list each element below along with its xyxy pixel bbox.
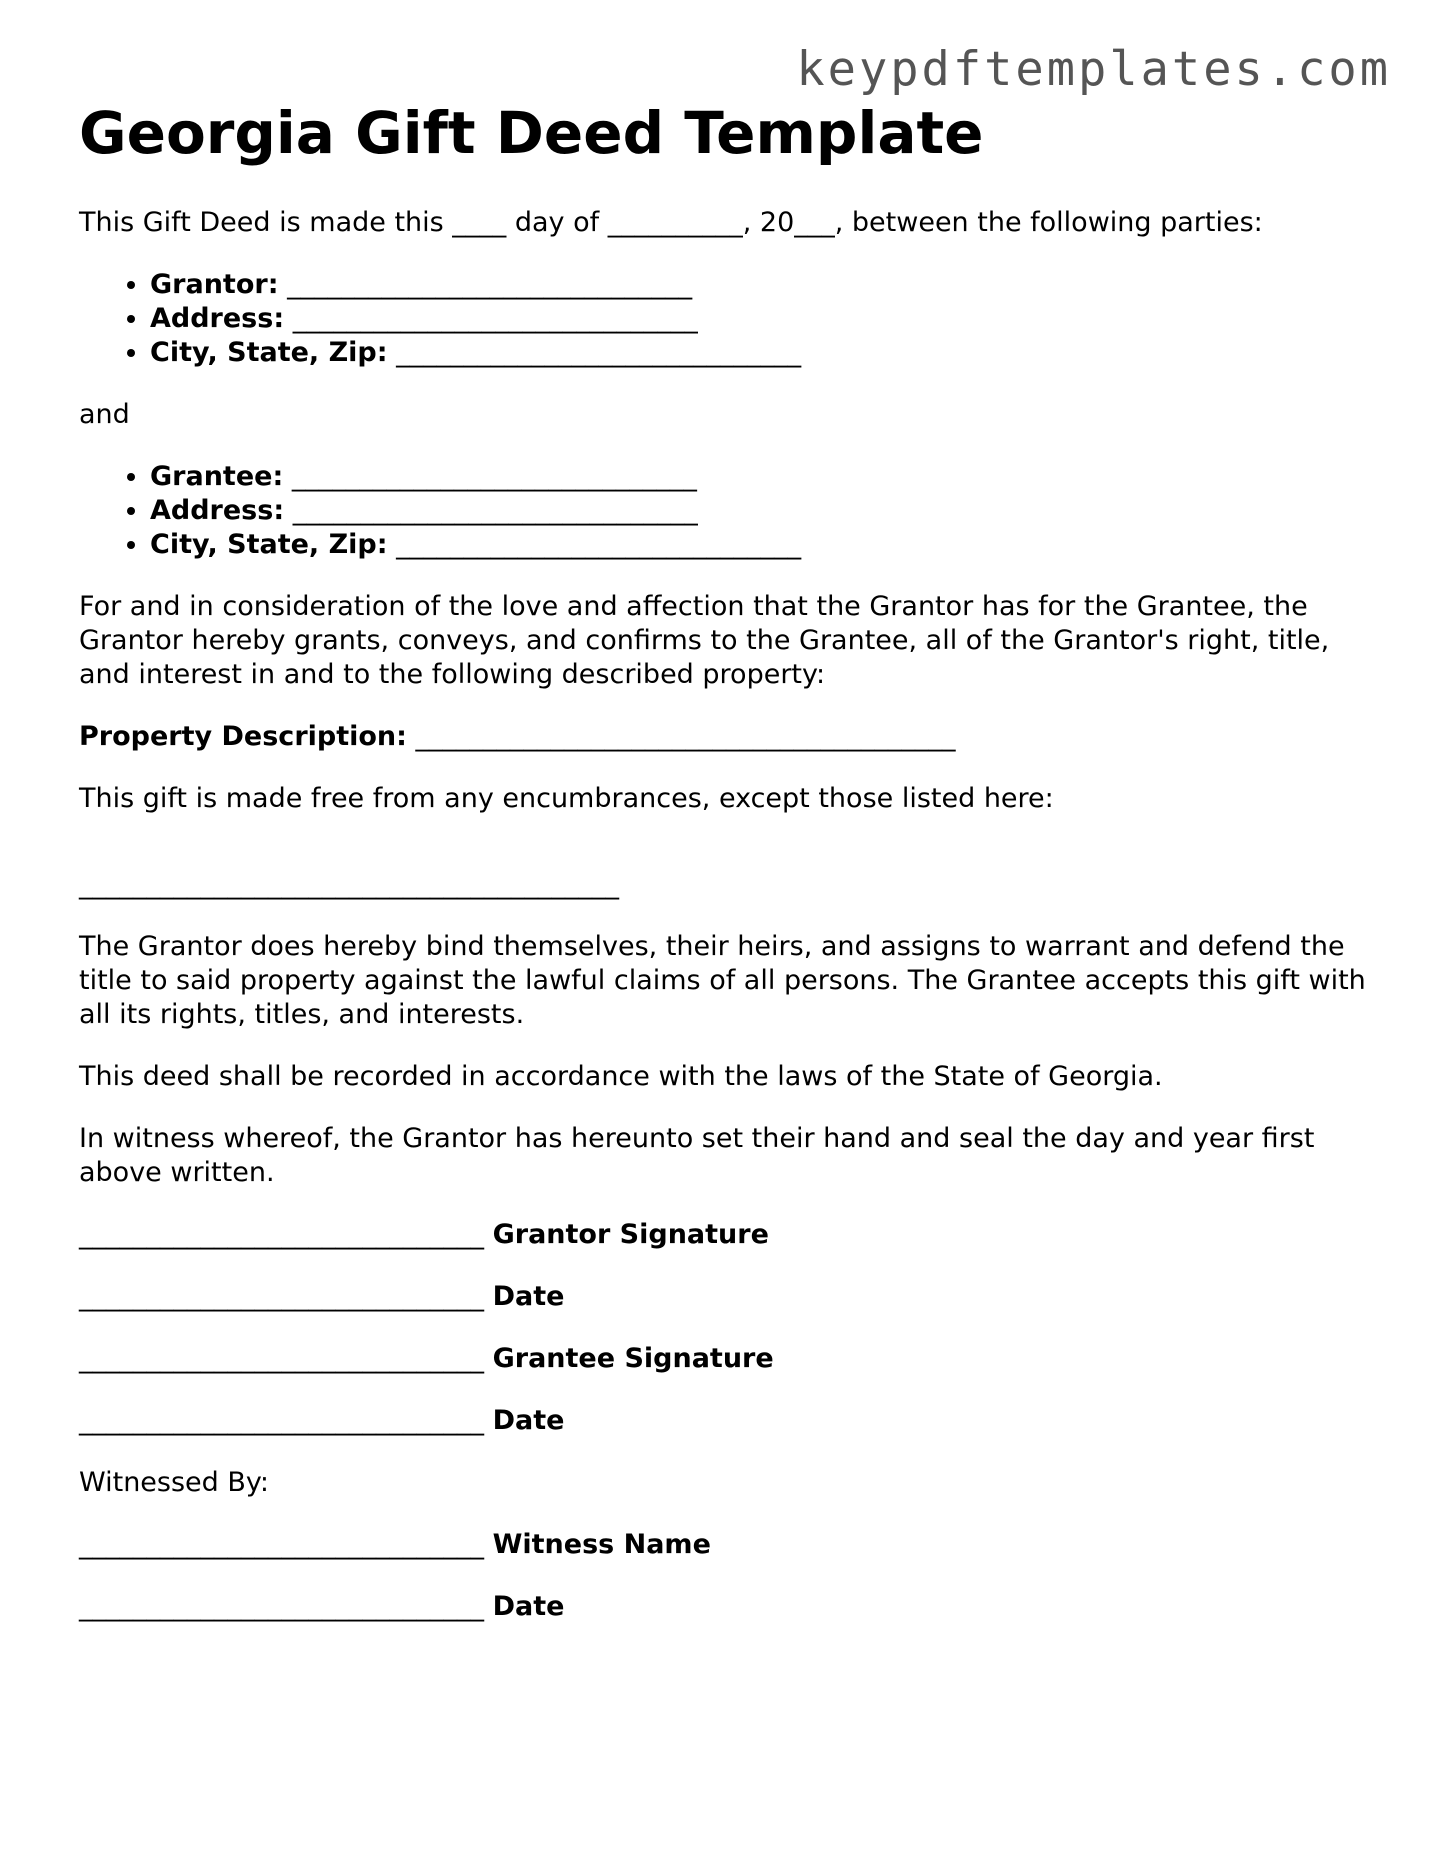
grantor-address-field[interactable] (150, 302, 1379, 336)
signature-label: Date (492, 1405, 565, 1436)
encumbrances-blank[interactable]: ________________________________________ (79, 869, 619, 900)
grantor-city-field[interactable] (150, 336, 1379, 370)
witness-clause-paragraph: In witness whereof, the Grantor has hereunto set their hand and seal the day and year first above written. (79, 1123, 1315, 1188)
field-blank[interactable]: ______________________________ (292, 495, 698, 526)
warranty-paragraph: The Grantor does hereby bind themselves, their heirs, and assigns to warrant and defend the title to said property against the lawful claims of all persons. The Grantee accepts this gift with all its rights, titles, and interests. (79, 931, 1366, 1030)
field-blank[interactable]: ______________________________ (287, 269, 693, 300)
recording-paragraph: This deed shall be recorded in accordance with the laws of the State of Georgia. (79, 1061, 1163, 1092)
witness-name-line[interactable] (79, 1528, 1379, 1562)
signature-blank[interactable]: ______________________________ (79, 1405, 484, 1436)
grantor-date-line[interactable] (79, 1280, 1379, 1314)
site-watermark: keypdftemplates.com (796, 42, 1391, 97)
property-description-label: Property Description: (79, 721, 407, 752)
witness-date-line[interactable] (79, 1590, 1379, 1624)
signature-blank[interactable]: ______________________________ (79, 1343, 484, 1374)
field-label: Address: (150, 495, 285, 526)
deed-body (79, 206, 1379, 1652)
signature-label: Grantee Signature (492, 1343, 774, 1374)
field-label: City, State, Zip: (150, 529, 388, 560)
signature-label: Date (492, 1281, 565, 1312)
signature-label: Grantor Signature (492, 1219, 769, 1250)
field-blank[interactable]: ______________________________ (396, 529, 802, 560)
page-title: Georgia Gift Deed Template (79, 99, 984, 167)
witnessed-by-label: Witnessed By: (79, 1467, 270, 1498)
field-blank[interactable]: ______________________________ (291, 461, 697, 492)
intro-paragraph: This Gift Deed is made this ____ day of __________, 20___, between the following parties: (79, 207, 1263, 238)
field-blank[interactable]: ______________________________ (396, 337, 802, 368)
field-label: Grantor: (150, 269, 279, 300)
encumbrances-paragraph: This gift is made free from any encumbrances, except those listed here: (79, 783, 1054, 814)
grantor-name-field[interactable] (150, 268, 1379, 302)
field-label: Address: (150, 303, 285, 334)
grantor-signature-line[interactable] (79, 1218, 1379, 1252)
grantee-name-field[interactable] (150, 460, 1379, 494)
signature-label: Witness Name (492, 1529, 711, 1560)
signature-blank[interactable]: ______________________________ (79, 1591, 484, 1622)
grantee-list (79, 460, 1379, 562)
field-blank[interactable]: ______________________________ (292, 303, 698, 334)
and-text: and (79, 399, 130, 430)
signature-blank[interactable]: ______________________________ (79, 1529, 484, 1560)
grantor-list (79, 268, 1379, 370)
property-description-field[interactable] (79, 720, 1379, 754)
grantee-signature-line[interactable] (79, 1342, 1379, 1376)
grantee-city-field[interactable] (150, 528, 1379, 562)
grantee-date-line[interactable] (79, 1404, 1379, 1438)
signature-blank[interactable]: ______________________________ (79, 1281, 484, 1312)
property-description-blank[interactable]: ________________________________________ (415, 721, 956, 752)
signature-blank[interactable]: ______________________________ (79, 1219, 484, 1250)
field-label: Grantee: (150, 461, 284, 492)
field-label: City, State, Zip: (150, 337, 388, 368)
signature-label: Date (492, 1591, 565, 1622)
consideration-paragraph: For and in consideration of the love and affection that the Grantor has for the Grantee, the Grantor hereby grants, conveys, and confirms to the Grantee, all of the Grantor's right, title, and interest in and to the following described property: (79, 591, 1330, 690)
grantee-address-field[interactable] (150, 494, 1379, 528)
